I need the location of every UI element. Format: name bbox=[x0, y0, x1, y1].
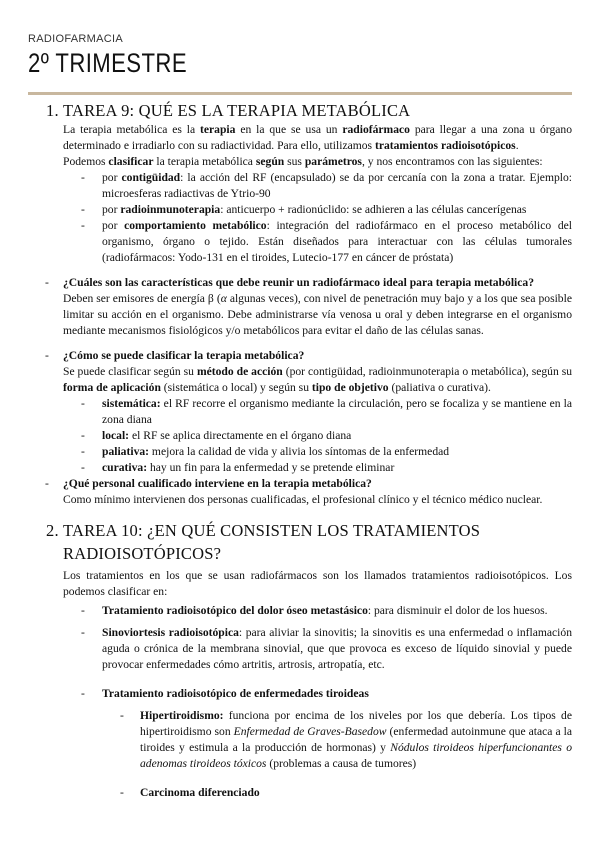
page-title: 2º TRIMESTRE bbox=[28, 48, 188, 78]
header-rule bbox=[28, 92, 572, 95]
question: ¿Cuáles son las características que debe reunir un radiofármaco ideal para terapia metabólica? bbox=[63, 276, 535, 289]
answer: Se puede clasificar según su método de acción (por contigüidad, radioinmunoterapia o metabólica), según su forma de aplicación (sistemática o local) y según su tipo de objetivo (paliativa o curativa). bbox=[63, 365, 573, 394]
document-body bbox=[45, 100, 573, 801]
list-item: - Sinoviortesis radioisotópica: para aliviar la sinovitis; la sinovitis es una enfermedad o inflamación aguda o crónica de la membrana sinovial, que que provoca es exceso de líquido sinovial y puede provocar enfermedades cómo artritis, artrosis, artropatía, etc. bbox=[91, 625, 572, 673]
list-item-label: Tratamiento radioisotópico de enfermedades tiroideas bbox=[102, 687, 369, 700]
section-number: 1. bbox=[46, 101, 59, 120]
question: ¿Qué personal cualificado interviene en la terapia metabólica? bbox=[63, 477, 372, 490]
question-block: - ¿Cuáles son las características que debe reunir un radiofármaco ideal para terapia metabólica? Deben ser emisores de energía β (α algunas veces), con nivel de penetración muy bajo y a los que sea posible limitar su acción en el organismo. Debe administrarse vía venosa u oral y deben integrarse en el organismo mediante mecanismos fisiológicos y/o metabólicos para evitar el daño de las células sanas. bbox=[45, 276, 572, 337]
section-heading-t9 bbox=[46, 100, 572, 122]
sub-list-item: - Carcinoma diferenciado bbox=[130, 785, 572, 801]
bullet-list bbox=[91, 170, 572, 266]
sub-list-item: - Hipertiroidismo: funciona por encima de los niveles por los que debería. Los tipos de hipertiroidismo son Enfermedad de Graves-Basedow (enfermedad autoinmune que ataca a la tiroides y estimula a la producción de hormonas) y Nódulos tiroideos hiperfuncionantes o adenomas tiroideos tóxicos (problemas a causa de tumores) bbox=[130, 708, 572, 772]
answer: Como mínimo intervienen dos personas cualificadas, el profesional clínico y el técnico médico nuclear. bbox=[63, 493, 543, 506]
bullet-list bbox=[91, 396, 572, 476]
header-kicker: RADIOFARMACIA bbox=[28, 33, 123, 45]
list-item: - sistemática: el RF recorre el organismo mediante la circulación, pero se focaliza y se mantiene en la zona diana bbox=[91, 396, 572, 428]
section-title: TAREA 9: QUÉ ES LA TERAPIA METABÓLICA bbox=[63, 101, 411, 120]
section-title: TAREA 10: ¿EN QUÉ CONSISTEN LOS TRATAMIENTOS RADIOISOTÓPICOS? bbox=[63, 521, 481, 563]
list-item: - por comportamiento metabólico: integración del radiofármaco en el proceso metabólico del organismo, órgano o tejido. Están diseñados para interactuar con las células tumorales (radiofármacos: Yodo-131 en el tiroides, Lutecio-177 en cáncer de próstata) bbox=[91, 218, 572, 266]
sub-list bbox=[130, 708, 572, 801]
list-item bbox=[91, 686, 572, 801]
section-number: 2. bbox=[46, 521, 59, 540]
answer: Deben ser emisores de energía β (α algunas veces), con nivel de penetración muy bajo y a los que sea posible limitar su acción en el organismo. Debe administrarse vía venosa u oral y deben integrarse en el organismo mediante mecanismos fisiológicos y/o metabólicos para evitar el daño de las células sanas. bbox=[63, 292, 572, 337]
list-item: - Tratamiento radioisotópico del dolor óseo metastásico: para disminuir el dolor de los huesos. bbox=[91, 603, 572, 619]
paragraph: Los tratamientos en los que se usan radiofármacos son los llamados tratamientos radioisotópicos. Los podemos clasificar en: bbox=[63, 569, 572, 598]
list-item: - local: el RF se aplica directamente en el órgano diana bbox=[91, 428, 572, 444]
section-heading-t10 bbox=[46, 519, 572, 565]
question-block: - ¿Cómo se puede clasificar la terapia metabólica? Se puede clasificar según su método de acción (por contigüidad, radioinmunoterapia o metabólica), según su forma de aplicación (sistemática o local) y según su tipo de objetivo (paliativa o curativa). - sistemática: el RF recorre el organismo mediante la circulación, pero se focaliza y se mantiene en la zona diana - local: el RF se aplica directamente en el órgano diana - paliativa: mejora la calidad de vida y alivia los síntomas de la enfermedad - curativa: hay un fin para la enfermedad y se pretende eliminar bbox=[63, 348, 572, 476]
list-item: - por contigüidad: la acción del RF (encapsulado) se da por cercanía con la zona a tratar. Ejemplo: microesferas radiactivas de Ytrio-90 bbox=[91, 170, 572, 202]
paragraph: La terapia metabólica es la terapia en la que se usa un radiofármaco para llegar a una zona u órgano determinado e irradiarlo con su radiactividad. Para ello, utilizamos tratamientos radioisotópicos. bbox=[63, 123, 572, 152]
bullet-list bbox=[91, 603, 572, 801]
question: ¿Cómo se puede clasificar la terapia metabólica? bbox=[63, 349, 305, 362]
list-item: - paliativa: mejora la calidad de vida y alivia los síntomas de la enfermedad bbox=[91, 444, 572, 460]
list-item: - curativa: hay un fin para la enfermedad y se pretende eliminar bbox=[91, 460, 572, 476]
paragraph: Podemos clasificar la terapia metabólica según sus parámetros, y nos encontramos con las siguientes: bbox=[63, 155, 543, 168]
list-item: - por radioinmunoterapia: anticuerpo + radionúclido: se adhieren a las células cancerígenas bbox=[91, 202, 572, 218]
question-block: - ¿Qué personal cualificado interviene en la terapia metabólica? Como mínimo intervienen dos personas cualificadas, el profesional clínico y el técnico médico nuclear. bbox=[63, 476, 572, 508]
